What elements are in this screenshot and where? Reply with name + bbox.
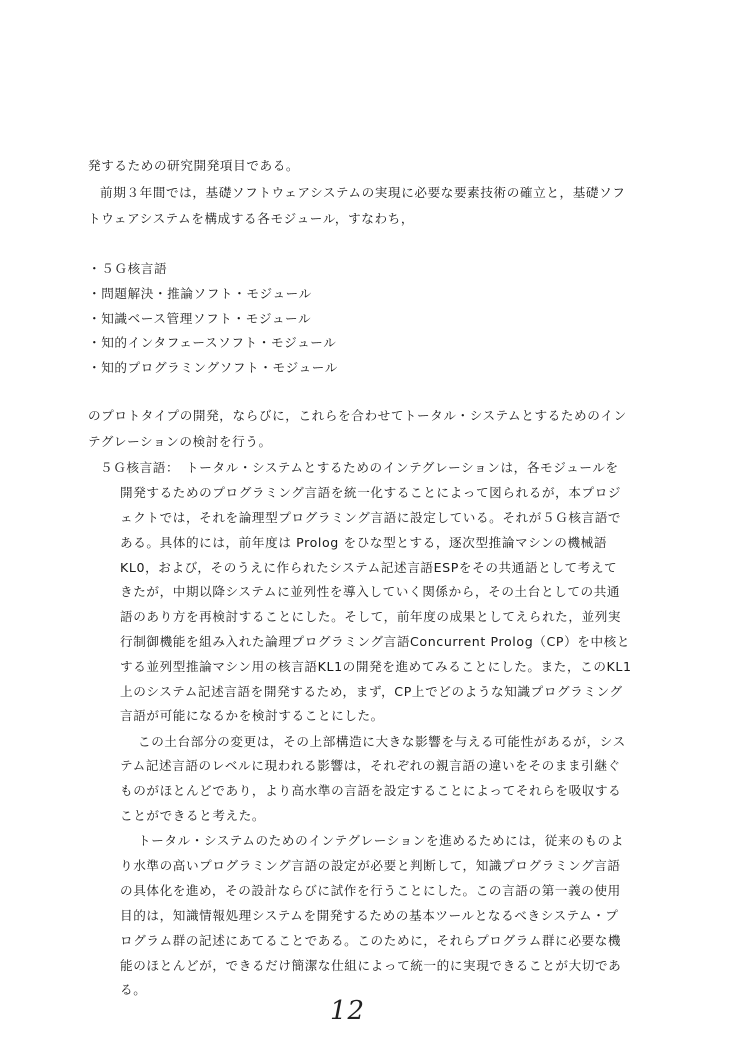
intro-line: 発するための研究開発項目である。 [88,158,300,173]
section-line: ログラム群の記述にあてることである。このために，それらプログラム群に必要な機 [120,933,622,948]
module-list-item: ・５Ｇ核言語 [88,261,168,276]
intro-line: 前期３年間では，基礎ソフトウェアシステムの実現に必要な要素技術の確立と，基礎ソフ [100,185,626,200]
module-list-item: ・知的プログラミングソフト・モジュール [88,360,338,375]
section-line: きたが，中期以降システムに並列性を導入していく関係から，その土台としての共通 [120,584,621,599]
section-line: ある。具体的には，前年度は Prolog をひな型とする，逐次型推論マシンの機械語 [120,535,608,550]
section-line: 能のほとんどが，できるだけ簡潔な仕組によって統一的に実現できることが大切であ [120,958,622,973]
paragraph-line: のプロトタイプの開発，ならびに，これらを合わせてトータル・システムとするためのイン [88,408,627,423]
module-list-item: ・知識ベース管理ソフト・モジュール [88,311,312,326]
section-line: 目的は，知識情報処理システムを開発するための基本ツールとなるべきシステム・プ [120,908,619,923]
section-line: する並列型推論マシン用の核言語KL1の開発を進めてみることにした。また，このKL1 [120,659,632,674]
section-heading-line: ５Ｇ核言語： トータル・システムとするためのインテグレーションは，各モジュールを [100,460,619,475]
section-line: KL0，および，そのうえに作られたシステム記述言語ESPをその共通語として考えて [120,560,618,575]
module-list-item: ・問題解決・推論ソフト・モジュール [88,286,312,301]
paragraph-line: テグレーションの検討を行う。 [88,434,272,449]
section-line: テム記述言語のレベルに現われる影響は，それぞれの親言語の違いをそのまま引継ぐ [120,758,621,773]
section-line: り水準の高いプログラミング言語の設定が必要と判断して，知識プログラミング言語 [120,858,621,873]
section-line: ものがほとんどであり，より高水準の言語を設定することによってそれらを吸収する [120,783,622,798]
section-line: 開発するためのプログラミング言語を統一化することによって図られるが，本プロジ [120,485,622,500]
section-line: この土台部分の変更は，その上部構造に大きな影響を与える可能性があるが，シス [138,734,626,749]
section-line: ことができると考えた。 [120,808,266,823]
section-line: トータル・システムのためのインテグレーションを進めるためには，従来のものよ [138,833,624,848]
section-line: 言語が可能になるかを検討することにした。 [120,708,384,723]
section-line: ェクトでは，それを論理型プログラミング言語に設定している。それが５Ｇ核言語で [120,510,622,525]
section-line: 行制御機能を組み入れた論理プログラミング言語Concurrent Prolog（CP）を中核と [120,634,631,649]
section-line: 語のあり方を再検討することにした。そして，前年度の成果としてえられた，並列実 [120,609,622,624]
section-line: の具体化を進め，その設計ならびに試作を行うことにした。この言語の第一義の使用 [120,883,621,898]
intro-line: トウェアシステムを構成する各モジュール，すなわち， [88,211,415,226]
section-line: 上のシステム記述言語を開発するため，まず，CP上でどのような知識プログラミング [120,684,623,699]
page-number: 12 [330,996,366,1026]
module-list-item: ・知的インタフェースソフト・モジュール [88,335,337,350]
section-line: る。 [120,982,147,997]
